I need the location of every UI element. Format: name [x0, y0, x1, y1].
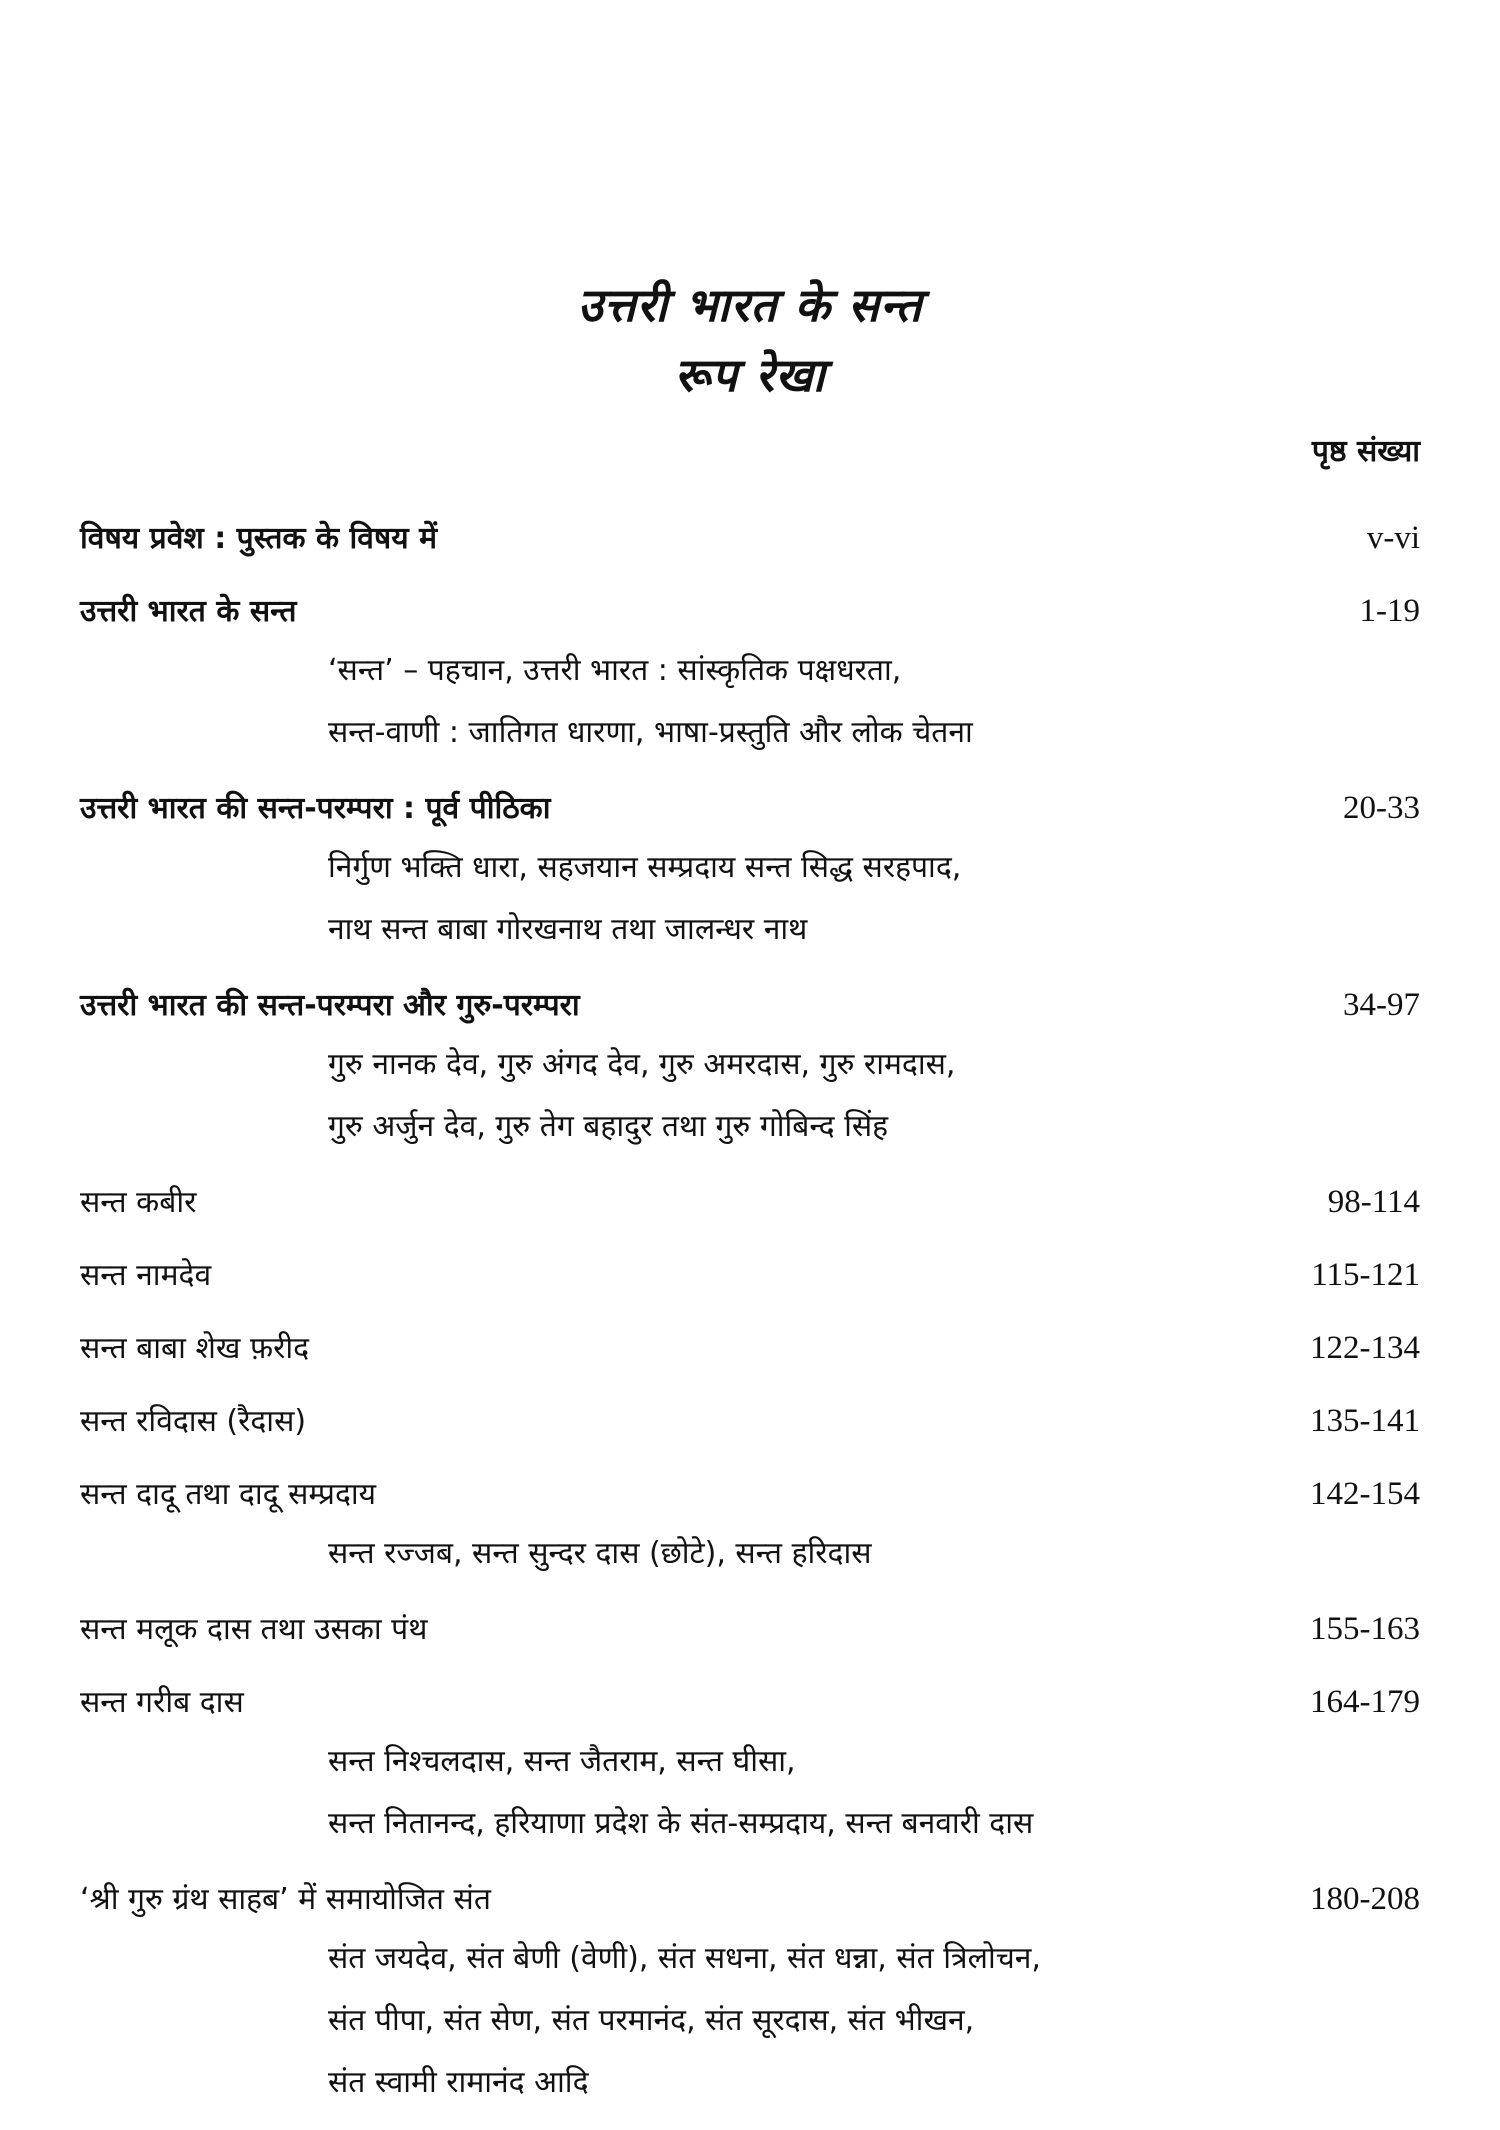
toc-subtopic-line: सन्त-वाणी : जातिगत धारणा, भाषा-प्रस्तुति और लोक चेतना	[328, 715, 973, 750]
toc-entry-pages: v-vi	[1366, 520, 1420, 556]
toc-subtopic-line: नाथ सन्त बाबा गोरखनाथ तथा जालन्धर नाथ	[328, 912, 808, 947]
toc-entry-title: सन्त दादू तथा दादू सम्प्रदाय	[80, 1477, 377, 1512]
toc-entry-row	[80, 1247, 1420, 1304]
toc-entry-title: सन्त मलूक दास तथा उसका पंथ	[80, 1612, 428, 1647]
toc-entry	[80, 1320, 1420, 1377]
toc-entry-pages: 20-33	[1343, 790, 1420, 826]
toc-entry-row	[80, 1871, 1420, 1928]
title-block	[0, 270, 1500, 410]
toc-entry	[80, 1674, 1420, 1855]
toc-subtopic-line: सन्त निश्चलदास, सन्त जैतराम, सन्त घीसा,	[328, 1744, 796, 1779]
toc-subtopic-line: संत जयदेव, संत बेणी (वेणी), संत सधना, संत धन्ना, संत त्रिलोचन,	[328, 1941, 1041, 1976]
toc-entry	[80, 1393, 1420, 1450]
toc-subtopic-line: गुरु नानक देव, गुरु अंगद देव, गुरु अमरदास, गुरु रामदास,	[328, 1047, 956, 1082]
toc-entry-title: सन्त नामदेव	[80, 1258, 212, 1293]
toc-entry	[80, 1174, 1420, 1231]
toc-entry-title: सन्त गरीब दास	[80, 1685, 244, 1720]
toc-entry-title: सन्त रविदास (रैदास)	[80, 1404, 307, 1439]
toc-subtopic-line: संत स्वामी रामानंद आदि	[328, 2065, 589, 2100]
toc-subtopic-line: संत पीपा, संत सेण, संत परमानंद, संत सूरदास, संत भीखन,	[328, 2003, 975, 2038]
toc-entry-pages: 1-19	[1359, 593, 1420, 629]
toc-entry-row	[80, 1320, 1420, 1377]
toc-entry-title: सन्त कबीर	[80, 1185, 197, 1220]
toc-entry	[80, 510, 1420, 567]
book-title: उत्तरी भारत के सन्त	[577, 278, 923, 332]
book-subtitle: रूप रेखा	[674, 348, 826, 402]
toc-entry	[80, 780, 1420, 961]
toc-entry-pages: 34-97	[1343, 987, 1420, 1023]
toc-entry	[80, 1466, 1420, 1585]
toc-entry-pages: 164-179	[1310, 1684, 1420, 1720]
toc-entry-row	[80, 1601, 1420, 1658]
toc-entry-pages: 142-154	[1310, 1476, 1420, 1512]
toc-subtopic-line: ‘सन्त’ – पहचान, उत्तरी भारत : सांस्कृतिक पक्षधरता,	[328, 653, 902, 688]
table-of-contents	[80, 510, 1420, 2130]
toc-entry-pages: 135-141	[1310, 1403, 1420, 1439]
toc-entry	[80, 1601, 1420, 1658]
toc-entry-title: विषय प्रवेश : पुस्तक के विषय में	[80, 521, 438, 556]
toc-entry-row	[80, 1174, 1420, 1231]
toc-entry-row	[80, 583, 1420, 640]
toc-entry-row	[80, 977, 1420, 1034]
toc-entry	[80, 1871, 1420, 2114]
toc-entry-title: सन्त बाबा शेख फ़रीद	[80, 1331, 310, 1366]
toc-entry	[80, 1247, 1420, 1304]
toc-entry-row	[80, 780, 1420, 837]
toc-entry-pages: 98-114	[1327, 1184, 1420, 1220]
page-number-column-label: पृष्ठ संख्या	[1311, 434, 1420, 469]
toc-subtopic-line: गुरु अर्जुन देव, गुरु तेग बहादुर तथा गुरु गोबिन्द सिंह	[328, 1109, 889, 1144]
toc-entry-pages: 155-163	[1310, 1611, 1420, 1647]
toc-entry-title: उत्तरी भारत की सन्त-परम्परा : पूर्व पीठिका	[80, 791, 551, 826]
toc-entry-pages: 122-134	[1310, 1330, 1420, 1366]
toc-subtopic-line: निर्गुण भक्ति धारा, सहजयान सम्प्रदाय सन्त सिद्ध सरहपाद,	[328, 850, 962, 885]
toc-entry-row	[80, 510, 1420, 567]
toc-entry-pages: 115-121	[1311, 1257, 1420, 1293]
toc-entry-title: उत्तरी भारत के सन्त	[80, 594, 297, 629]
toc-subtopic-line: सन्त रज्जब, सन्त सुन्दर दास (छोटे), सन्त हरिदास	[328, 1536, 872, 1571]
toc-entry	[80, 583, 1420, 764]
toc-entry-row	[80, 1393, 1420, 1450]
toc-entry-title: ‘श्री गुरु ग्रंथ साहब’ में समायोजित संत	[80, 1882, 491, 1917]
toc-entry-title: उत्तरी भारत की सन्त-परम्परा और गुरु-परम्परा	[80, 988, 580, 1023]
toc-entry-pages: 180-208	[1310, 1881, 1420, 1917]
toc-subtopic-line: सन्त नितानन्द, हरियाणा प्रदेश के संत-सम्प्रदाय, सन्त बनवारी दास	[328, 1806, 1034, 1841]
toc-entry-row	[80, 1674, 1420, 1731]
toc-entry	[80, 977, 1420, 1158]
toc-entry-row	[80, 1466, 1420, 1523]
